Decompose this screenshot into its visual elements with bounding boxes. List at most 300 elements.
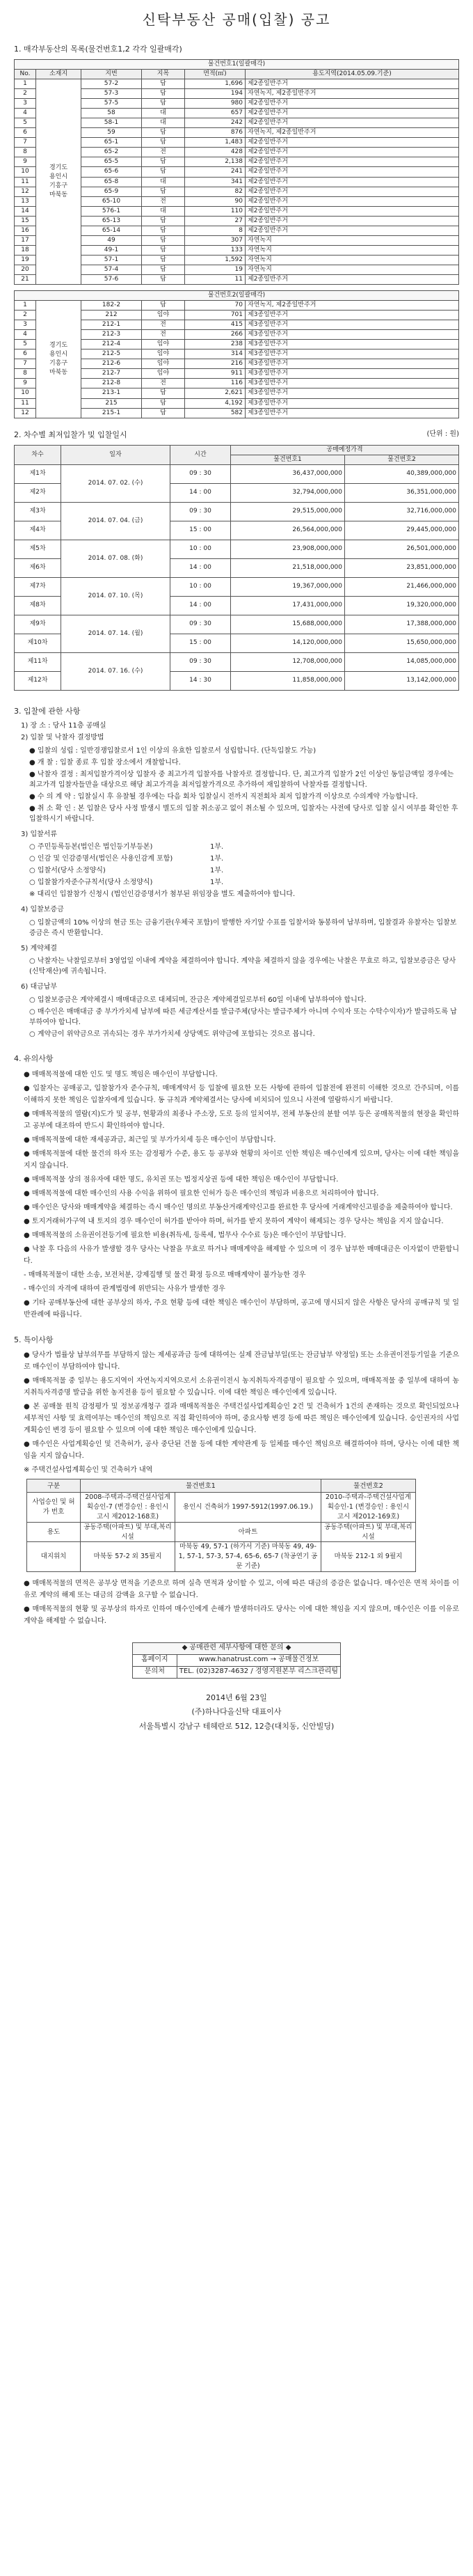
col-header: 면적(㎡) [185,69,246,79]
price-item-1: 21,518,000,000 [231,558,345,577]
land-category: 답 [142,128,185,138]
table-row [15,196,459,206]
area-value: 216 [185,359,246,369]
land-category: 임야 [142,340,185,350]
zoning: 제2종일반주거 [246,167,459,177]
bid-date: 2014. 07. 10. (목) [61,577,170,615]
bid-date: 2014. 07. 04. (금) [61,502,170,540]
property-table-2 [14,290,459,418]
price-item-2: 19,320,000,000 [345,596,459,615]
notice-item: ● 낙찰 후 다음의 사유가 발생할 경우 당사는 낙찰을 무효로 하거나 매매계약을 해제할 수 있으며 이 경우 납부한 매매대금은 이자없이 반환합니다. [24,1245,459,1265]
table-row [15,235,459,245]
row-number: 10 [15,388,36,398]
row-number: 7 [15,138,36,148]
round-label: 제6차 [15,558,61,577]
round-label: 제8차 [15,596,61,615]
group-header: 물건번호1(일괄매각) [15,59,459,69]
notice-item: ● 본 공매물 원칙 감정평가 및 정보공개청구 결과 매매목적물은 주택건설사업계획승인 2건 및 건축허가 1건의 존재하는 것으로 확인되었으나 세부적인 사항 및 효력여부는 매수인의 책임으로 직접 확인하여야 하며, 중요사항 변경 등에 따른 책임은 매수인에게 있습니다. 승인권자의 사업계획승인 변경 등이 필요할 수 있으며 이에 대한 책임은 매수인에게 있습니다. [24,1403,459,1435]
zoning: 제3종일반주거 [246,350,459,359]
table-row [15,265,459,274]
zoning: 자연녹지, 제2종일반주거 [246,89,459,99]
area-value: 110 [185,206,246,216]
cell: 2008-주택과-주택건설사업계획승인-7 (변경승인 : 용인시 고시 제2012-168호) [81,1493,175,1522]
zoning: 자연녹지, 제2종일반주거 [246,128,459,138]
land-category: 전 [142,148,185,157]
table-row [15,157,459,167]
payment-text: ○ 계약금이 위약금으로 귀속되는 경우 부가가치세 상당액도 위약금에 포함되는 것으로 봅니다. [29,1030,315,1038]
row-number: 6 [15,350,36,359]
row-number: 11 [15,177,36,187]
land-category: 답 [142,274,185,284]
homepage-link[interactable]: www.hanatrust.com → 공매물건정보 [177,1654,340,1666]
area-value: 238 [185,340,246,350]
row-number: 2 [15,311,36,320]
table-row [15,502,459,521]
table-row [15,340,459,350]
area-value: 2,621 [185,388,246,398]
group-header: 물건번호2(일괄매각) [15,291,459,301]
row-number: 13 [15,196,36,206]
round-label: 제3차 [15,502,61,521]
land-category: 답 [142,157,185,167]
bid-date: 2014. 07. 14. (월) [61,615,170,652]
notice-item: ● 매매목적물에 대한 인도 및 명도 책임은 매수인이 부담합니다. [24,1070,218,1078]
row-number: 10 [15,167,36,177]
cell: 공동주택(아파트) 및 부대,복리시설 [81,1522,175,1542]
bid-time: 15 : 00 [170,521,231,540]
location-part: 마북동 [49,368,68,376]
land-category: 답 [142,99,185,109]
area-value: 1,592 [185,255,246,265]
doc-count: 1부. [210,879,224,887]
area-value: 82 [185,187,246,196]
land-category: 전 [142,320,185,330]
parcel-number: 65-13 [81,216,142,226]
table-row [15,379,459,388]
table-row [15,274,459,284]
area-value: 876 [185,128,246,138]
bid-docs-heading: 3) 입찰서류 [21,830,58,838]
table-row [15,255,459,265]
price-item-2: 40,389,000,000 [345,464,459,483]
area-value: 90 [185,196,246,206]
parcel-number: 213-1 [81,388,142,398]
area-value: 19 [185,265,246,274]
parcel-number: 212-8 [81,379,142,388]
price-item-2: 26,501,000,000 [345,540,459,558]
table-row [15,99,459,109]
area-value: 582 [185,408,246,418]
row-number: 18 [15,245,36,255]
location-part: 기흥구 [49,182,68,190]
bid-rule: ● 개 찰 : 입찰 종료 후 입찰 장소에서 개찰합니다. [29,758,181,767]
row-number: 9 [15,157,36,167]
parcel-number: 58 [81,109,142,118]
area-value: 657 [185,109,246,118]
zoning: 제3종일반주거 [246,398,459,408]
location-part: 용인시 [49,350,68,358]
doc-name: ○ 인감 및 인감증명서(법인은 사용인감계 포함) [29,855,173,863]
zoning: 제3종일반주거 [246,320,459,330]
bid-date: 2014. 07. 02. (수) [61,464,170,502]
row-number: 7 [15,359,36,369]
bid-location: 1) 장 소 : 당사 11층 공매실 [21,721,106,730]
price-item-2: 17,388,000,000 [345,615,459,634]
area-value: 341 [185,177,246,187]
table-row [15,79,459,89]
table-row [15,138,459,148]
zoning: 제2종일반주거 [246,196,459,206]
zoning: 제2종일반주거 [246,206,459,216]
notice-item: ● 매수인은 당사와 매매계약을 체결하는 즉시 매수인 명의로 부동산거래계약신고를 완료한 후 당사에 거래계약신고필증을 제출하여야 합니다. [24,1203,453,1211]
permit-note: ※ 주택건설사업계획승인 및 건축허가 내역 [24,1466,153,1475]
row-number: 12 [15,408,36,418]
round-label: 제7차 [15,577,61,596]
table-row [15,464,459,483]
zoning: 제3종일반주거 [246,311,459,320]
col-header: 차수 [15,445,61,464]
section-2-heading [14,430,459,441]
land-category: 전 [142,379,185,388]
contact-label: 홈페이지 [133,1654,177,1666]
land-category: 대 [142,118,185,128]
round-label: 제2차 [15,483,61,502]
table-row [15,109,459,118]
land-category: 답 [142,79,185,89]
cell: 아파트 [175,1522,321,1542]
col-header: 물건번호2 [321,1479,415,1493]
bid-time: 09 : 30 [170,464,231,483]
zoning: 제2종일반주거 [246,157,459,167]
table-row [15,408,459,418]
cell: 마북동 49, 57-1 (하가서 기준) 마북동 49, 49-1, 57-1, 57-3, 57-4, 65-6, 65-7 (착공연기 공문 기준) [175,1542,321,1571]
price-item-2: 36,351,000,000 [345,483,459,502]
doc-name: ○ 입찰서(당사 소정양식) [29,867,106,875]
parcel-number: 49-1 [81,245,142,255]
parcel-number: 57-3 [81,89,142,99]
table-row [15,359,459,369]
doc-item [29,877,459,888]
location-cell [36,79,81,285]
bid-time: 15 : 00 [170,634,231,652]
zoning: 제2종일반주거 [246,274,459,284]
parcel-number: 65-1 [81,138,142,148]
parcel-number: 57-6 [81,274,142,284]
table-row [15,388,459,398]
table-row [15,615,459,634]
cell: 마북동 57-2 외 35필지 [81,1542,175,1571]
notice-item: ● 매매목적물의 현황 및 공부상의 하자로 인하여 매수인에게 손해가 발생하더라도 당사는 이에 대한 책임을 지지 않으며, 매수인은 이를 이유로 계약을 해제할 수 없습니다. [24,1605,459,1625]
notice-item: ● 매매목적물에 대한 재세공과금, 최근일 및 부가가치세 등은 매수인이 부담합니다. [24,1136,276,1144]
parcel-number: 212-7 [81,369,142,379]
zoning: 제2종일반주거 [246,148,459,157]
payment-text: ○ 입찰보증금은 계약체결시 매매대금으로 대체되며, 잔금은 계약체결일로부터 60일 이내에 납부하여야 합니다. [29,996,367,1004]
row-number: 12 [15,187,36,196]
zoning: 자연녹지 [246,265,459,274]
bid-date: 2014. 07. 16. (수) [61,652,170,690]
land-category: 답 [142,408,185,418]
cell: 용인시 건축허가 1997-5912(1997.06.19.) [175,1493,321,1522]
parcel-number: 58-1 [81,118,142,128]
notice-item: ● 토지거래허가구역 내 토지의 경우 매수인이 허가를 받아야 하며, 허가를 받지 못하여 계약이 해제되는 경우 당사는 책임을 지지 않습니다. [24,1217,444,1225]
parcel-number: 212-5 [81,350,142,359]
land-category: 답 [142,265,185,274]
table-row [15,369,459,379]
table-row [15,118,459,128]
location-part: 경기도 [49,341,68,349]
row-label: 대지위치 [27,1542,81,1571]
row-number: 1 [15,301,36,311]
area-value: 314 [185,350,246,359]
zoning: 제3종일반주거 [246,359,459,369]
bid-time: 14 : 00 [170,558,231,577]
zoning: 제2종일반주거 [246,226,459,235]
bid-time: 10 : 00 [170,540,231,558]
payment-heading: 6) 대금납부 [21,983,58,991]
parcel-number: 212-1 [81,320,142,330]
parcel-number: 212-4 [81,340,142,350]
table-row [15,320,459,330]
zoning: 제3종일반주거 [246,379,459,388]
col-header: 물건번호2 [345,455,459,464]
land-category: 전 [142,330,185,340]
zoning: 제3종일반주거 [246,330,459,340]
land-category: 대 [142,206,185,216]
col-header: 지목 [142,69,185,79]
price-item-1: 32,794,000,000 [231,483,345,502]
area-value: 194 [185,89,246,99]
property-table-1 [14,59,459,285]
row-number: 1 [15,79,36,89]
notice-item: ● 매매목적물 중 일부는 용도지역이 자연녹지지역으로서 소유권이전시 농지취득자격증명이 필요할 수 있으며, 매매목적물 중 일부에 대하여 농지취득자격증명 발급을 위한 농지전용 등이 필요할 수 있습니다. 이에 대한 책임은 매수인에게 있습니다. [24,1377,459,1397]
row-label: 용도 [27,1522,81,1542]
parcel-number: 65-6 [81,167,142,177]
notice-date: 2014년 6월 23일 [206,1693,267,1702]
parcel-number: 65-9 [81,187,142,196]
parcel-number: 65-2 [81,148,142,157]
doc-name: ○ 입찰참가자준수규칙서(당사 소정양식) [29,879,153,887]
table-row [15,350,459,359]
doc-name: ○ 주민등록등본(법인은 법인등기부등본) [29,843,153,851]
row-number: 5 [15,340,36,350]
zoning: 제3종일반주거 [246,340,459,350]
col-header: 공매예정가격 [231,445,459,455]
row-number: 16 [15,226,36,235]
row-number: 2 [15,89,36,99]
table-row [15,216,459,226]
price-item-1: 23,908,000,000 [231,540,345,558]
bid-date: 2014. 07. 08. (화) [61,540,170,577]
area-value: 4,192 [185,398,246,408]
parcel-number: 215 [81,398,142,408]
row-number: 21 [15,274,36,284]
price-item-2: 29,445,000,000 [345,521,459,540]
land-category: 임야 [142,369,185,379]
notice-item: ● 매매목적물의 소유권이전등기에 필요한 비용(취득세, 등록세, 법무사 수수료 등)은 매수인이 부담합니다. [24,1231,346,1239]
table-row [15,398,459,408]
price-item-1: 17,431,000,000 [231,596,345,615]
deposit-text: ○ 입찰금액의 10% 이상의 현금 또는 금융기관(우체국 포함)이 발행한 자기앞 수표를 입찰서와 동봉하여 납부하며, 입찰결과 유찰자는 입찰보증금은 즉시 반환합니다. [29,918,457,937]
round-label: 제10차 [15,634,61,652]
table-row [15,540,459,558]
parcel-number: 57-5 [81,99,142,109]
area-value: 1,483 [185,138,246,148]
zoning: 제2종일반주거 [246,79,459,89]
land-category: 임야 [142,311,185,320]
area-value: 116 [185,379,246,388]
location-part: 경기도 [49,164,68,171]
row-number: 6 [15,128,36,138]
zoning: 자연녹지 [246,245,459,255]
bid-time: 10 : 00 [170,577,231,596]
row-number: 3 [15,320,36,330]
parcel-number: 57-4 [81,265,142,274]
notice-item: ● 매매목적물에 대한 매수인의 사용 수익을 위하여 필요한 인허가 등은 매수인의 책임과 비용으로 처리하여야 합니다. [24,1189,379,1197]
parcel-number: 65-5 [81,157,142,167]
land-category: 답 [142,388,185,398]
table-row [15,652,459,671]
price-item-2: 15,650,000,000 [345,634,459,652]
bid-method-heading: 2) 입찰 및 낙찰자 결정방법 [21,734,104,742]
row-number: 5 [15,118,36,128]
row-number: 3 [15,99,36,109]
col-header: 소재지 [36,69,81,79]
row-number: 15 [15,216,36,226]
round-label: 제1차 [15,464,61,483]
zoning: 제2종일반주거 [246,216,459,226]
area-value: 266 [185,330,246,340]
zoning: 제2종일반주거 [246,109,459,118]
round-label: 제11차 [15,652,61,671]
bid-rule: ● 입찰의 성립 : 일반경쟁입찰로서 1인 이상의 유효한 입찰로서 성립합니다. (단독입찰도 가능) [29,746,316,755]
zoning: 제2종일반주거 [246,177,459,187]
land-category: 답 [142,301,185,311]
bid-time: 14 : 00 [170,596,231,615]
notice-item: ● 매매목적물 상의 점유자에 대한 명도, 유치권 또는 법정지상권 등에 대한 책임은 매수인이 부담합니다. [24,1175,339,1184]
doc-item [29,842,459,852]
contact-box [132,1642,341,1679]
cell: 2010-주택과-주택건설사업계획승인-1 (변경승인 : 용인시 고시 제2012-169호) [321,1493,415,1522]
area-value: 242 [185,118,246,128]
unit-label: (단위 : 원) [426,430,459,438]
zoning: 제3종일반주거 [246,408,459,418]
area-value: 911 [185,369,246,379]
col-header: 물건번호1 [81,1479,321,1493]
section-3-heading: 3. 입찰에 관한 사항 [14,706,81,716]
section-5-heading: 5. 특이사항 [14,1335,54,1344]
land-category: 답 [142,255,185,265]
area-value: 241 [185,167,246,177]
col-header: 구분 [27,1479,81,1493]
parcel-number: 576-1 [81,206,142,216]
payment-text: ○ 매수인은 매매대금 중 부가가치세 납부에 따른 세금계산서를 발급주체(당사는 발급주체가 아니며 수익자 또는 수탁수익자)가 발급하도록 납부하여야 합니다. [29,1007,457,1026]
bid-rule: ● 취 소 확 인 : 본 입찰은 당사 사정 발생시 별도의 입찰 취소공고 없이 취소될 수 있으며, 입찰자는 사전에 당사로 입찰 실시 여부를 확인한 후 입찰하시기 바랍니다. [29,804,458,823]
price-item-2: 14,085,000,000 [345,652,459,671]
price-item-2: 32,716,000,000 [345,502,459,521]
table-row [15,330,459,340]
notice-item: ● 입찰자는 공매공고, 입찰참가자 준수규칙, 매매계약서 등 입찰에 필요한 모든 사항에 관하여 입찰전에 완전히 이해한 것으로 간주되며, 이를 이해하지 못한 책임은 입찰자에게 있습니다. 동 규칙과 계약체결서는 당사에 비치되어 있으니 사전에 열람하시기 바랍니다. [24,1084,459,1104]
zoning: 제2종일반주거 [246,138,459,148]
area-value: 415 [185,320,246,330]
row-label: 사업승인 및 허가 번호 [27,1493,81,1522]
doc-item [29,865,459,876]
area-value: 307 [185,235,246,245]
table-row [15,187,459,196]
parcel-number: 182-2 [81,301,142,311]
area-value: 428 [185,148,246,157]
notice-item: ● 기타 공매부동산에 대한 공부상의 하자, 주요 현황 등에 대한 책임은 매수인이 부담하며, 공고에 명시되지 않은 사항은 당사의 공매규칙 및 일반관례에 따릅니다. [24,1298,459,1319]
notice-item: ● 매매목적물의 면적은 공부상 면적을 기준으로 하며 실측 면적과 상이할 수 있고, 이에 따른 대금의 증감은 없습니다. 매수인은 면적 차이를 이유로 계약의 해제 또는 대금의 감액을 요구할 수 없습니다. [24,1579,459,1599]
parcel-number: 65-10 [81,196,142,206]
company-name: (주)하나다올신탁 대표이사 [191,1707,282,1717]
price-item-2: 13,142,000,000 [345,671,459,690]
land-category: 대 [142,177,185,187]
parcel-number: 212-6 [81,359,142,369]
table-row [15,167,459,177]
bid-time: 09 : 30 [170,652,231,671]
table-row [15,577,459,596]
notice-item: ● 당사가 법률상 납부의무를 부담하지 않는 제세공과금 등에 대하여는 실제 잔금납부일(또는 잔금납부 약정일) 또는 소유권이전등기일을 기준으로 매수인이 부담하여야 합니다. [24,1351,459,1372]
col-header: 시간 [170,445,231,464]
zoning: 제2종일반주거 [246,187,459,196]
round-label: 제12차 [15,671,61,690]
land-category: 대 [142,109,185,118]
price-item-1: 15,688,000,000 [231,615,345,634]
zoning: 제2종일반주거 [246,99,459,109]
price-item-2: 21,466,000,000 [345,577,459,596]
land-category: 답 [142,187,185,196]
zoning: 제3종일반주거 [246,388,459,398]
col-header: 일자 [61,445,170,464]
cell: 공동주택(아파트) 및 부대,복리시설 [321,1522,415,1542]
area-value: 1,696 [185,79,246,89]
round-label: 제5차 [15,540,61,558]
doc-count: 1부. [210,843,224,851]
contract-heading: 5) 계약체결 [21,944,58,952]
zoning: 자연녹지, 제2종일반주거 [246,301,459,311]
parcel-number: 215-1 [81,408,142,418]
area-value: 980 [185,99,246,109]
notice-item: - 매매목적물이 대한 소송, 보전처분, 강제집행 및 물건 확정 등으로 매매계약이 불가능한 경우 [24,1271,306,1279]
land-category: 답 [142,245,185,255]
land-category: 임야 [142,359,185,369]
table-row [15,311,459,320]
land-category: 답 [142,226,185,235]
table-row [15,206,459,216]
price-item-1: 12,708,000,000 [231,652,345,671]
footer [14,1691,459,1735]
price-item-1: 29,515,000,000 [231,502,345,521]
parcel-number: 57-1 [81,255,142,265]
bid-rule: ● 수 의 계 약 : 입찰실시 후 유찰될 경우에는 다음 회차 입찰실시 전까지 직전회차 최저 입찰가격 이상으로 수의계약 가능합니다. [29,792,418,801]
table-row [15,89,459,99]
doc-count: 1부. [210,867,224,875]
price-item-1: 14,120,000,000 [231,634,345,652]
zoning: 제2종일반주거 [246,118,459,128]
land-category: 답 [142,138,185,148]
row-number: 11 [15,398,36,408]
table-row [15,226,459,235]
contact-phone: TEL. (02)3287-4632 / 경영지원본부 리스크관리팀 [177,1666,340,1678]
land-category: 답 [142,216,185,226]
row-number: 8 [15,369,36,379]
notice-item: - 매수인의 자격에 대하여 관계법령에 위반되는 사유가 발생한 경우 [24,1285,225,1293]
page-title: 신탁부동산 공매(입찰) 공고 [142,11,331,28]
area-value: 2,138 [185,157,246,167]
price-item-1: 26,564,000,000 [231,521,345,540]
area-value: 11 [185,274,246,284]
permit-table [26,1479,416,1571]
